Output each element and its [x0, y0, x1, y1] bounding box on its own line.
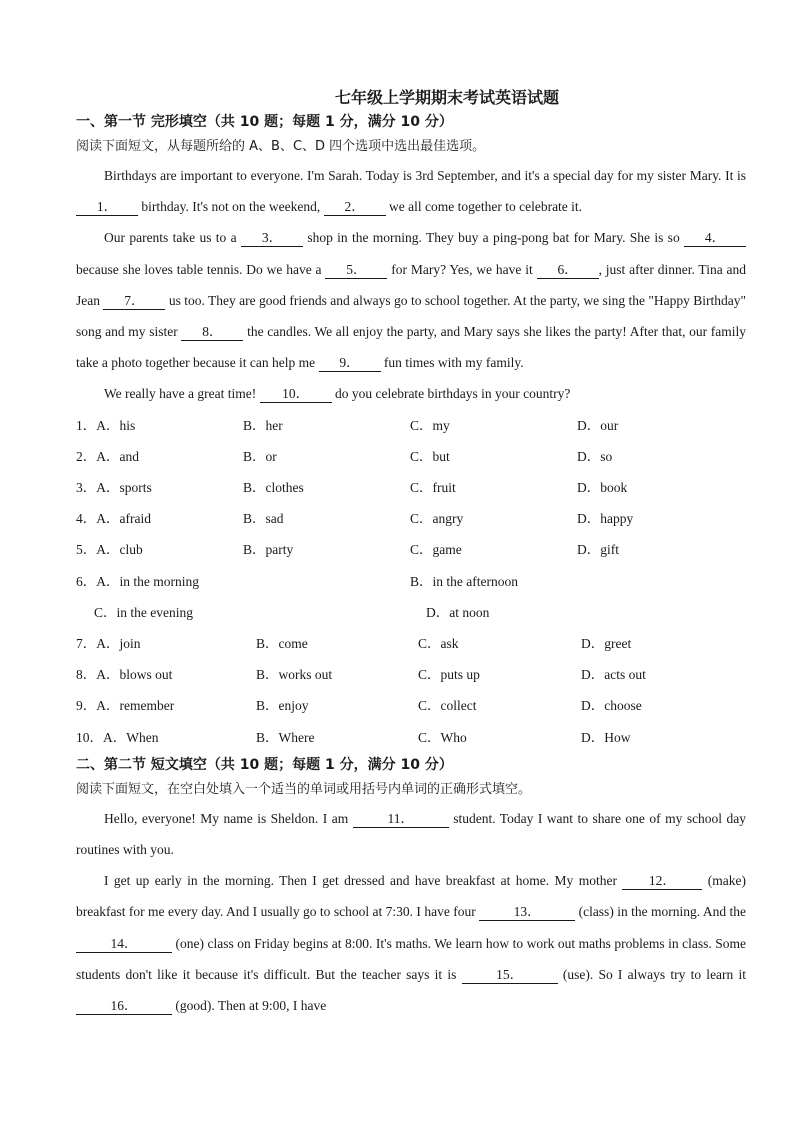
- option-2c[interactable]: C．but: [410, 448, 450, 464]
- option-2b[interactable]: B．or: [243, 448, 277, 464]
- options-row-6b: [76, 597, 746, 628]
- options-row-3: 3．A．sports B．clothes C．fruit D．book: [76, 472, 746, 503]
- section1-instruction: 阅读下面短文，从每题所给的 A、B、C、D 四个选项中选出最佳选项。: [76, 139, 486, 154]
- section1-heading: 一、第一节 完形填空（共 10 题；每题 1 分，满分 10 分）: [76, 114, 453, 130]
- option-6b[interactable]: B．in the afternoon: [410, 573, 518, 589]
- option-2d[interactable]: D．so: [577, 448, 613, 464]
- option-5b[interactable]: B．party: [243, 542, 294, 558]
- option-8b[interactable]: B．works out: [256, 667, 333, 683]
- option-8a[interactable]: A．blows out: [96, 667, 173, 683]
- options-list: [76, 410, 746, 753]
- option-9d[interactable]: D．choose: [581, 698, 642, 714]
- options-row-2: 2．A．and B．or C．but D．so: [76, 441, 746, 472]
- option-3b[interactable]: B．clothes: [243, 480, 304, 495]
- blank-14[interactable]: 14．: [76, 936, 172, 953]
- blank-10[interactable]: 10．: [260, 386, 332, 403]
- blank-8[interactable]: 8．: [181, 324, 243, 341]
- option-8d[interactable]: D．acts out: [581, 667, 646, 683]
- option-2a[interactable]: A．and: [96, 448, 139, 464]
- blank-16[interactable]: 16．: [76, 998, 172, 1015]
- options-row-5: 5．A．club B．party C．game D．gift: [76, 534, 746, 565]
- options-row-8: 8．A．blows out B．works out C．puts up D．acts out: [76, 659, 746, 690]
- blank-1[interactable]: 1．: [76, 199, 138, 216]
- option-7c[interactable]: C．ask: [418, 635, 459, 651]
- options-row-9: 9．A．remember B．enjoy C．collect D．choose: [76, 690, 746, 721]
- option-3d[interactable]: D．book: [577, 480, 628, 495]
- blank-13[interactable]: 13．: [479, 904, 575, 921]
- option-3c[interactable]: C．fruit: [410, 480, 456, 495]
- option-5c[interactable]: C．game: [410, 542, 462, 558]
- option-10c[interactable]: C．Who: [418, 729, 467, 745]
- blank-6[interactable]: 6．: [537, 262, 599, 279]
- option-6c[interactable]: C．in the evening: [94, 604, 193, 620]
- blank-15[interactable]: 15．: [462, 967, 558, 984]
- option-10a[interactable]: A．When: [103, 729, 159, 745]
- fill-paragraph-2: I get up early in the morning. Then I get dressed and have breakfast at home. My mother 12． (make) breakfast for me every day. And I usually go to school at 7:30. I have four 13． (class) in the morning. And the 14． (one) class on Friday begins at 8:00. It's maths. We learn how to work out maths problems in class. Some students don't like it because it's difficult. But the teacher says it is 15． (use). So I always try to learn it 16． (good). Then at 9:00, I have: [76, 873, 747, 1013]
- option-9c[interactable]: C．collect: [418, 698, 477, 714]
- section2-instruction: 阅读下面短文，在空白处填入一个适当的单词或用括号内单词的正确形式填空。: [76, 781, 532, 797]
- exam-page: [76, 86, 746, 1021]
- option-3a[interactable]: A．sports: [96, 480, 152, 495]
- option-7d[interactable]: D．greet: [581, 635, 632, 651]
- blank-9[interactable]: 9．: [319, 355, 381, 372]
- options-row-6a: 6．A．in the morning B．in the afternoon: [76, 566, 746, 597]
- option-8c[interactable]: C．puts up: [418, 667, 480, 683]
- blank-4[interactable]: 4．: [684, 230, 746, 247]
- options-row-1: 1．A．his B．her C．my D．our: [76, 410, 746, 441]
- option-9a[interactable]: A．remember: [96, 698, 175, 714]
- blank-12[interactable]: 12．: [622, 873, 702, 890]
- cloze-paragraph-2: Our parents take us to a 3． shop in the morning. They buy a ping-pong bat for Mary. She is so 4． because she loves table tennis. Do we have a 5． for Mary? Yes, we have it 6． , just after dinner. Tina and Jean 7． us too. They are good friends and always go to school together. At the party, we sing the "Happy Birthday" song and my sister 8． the candles. We all enjoy the party, and Mary says she likes the party! After that, our family take a photo together because it can help me 9． fun times with my family.: [76, 230, 747, 371]
- blank-2[interactable]: 2．: [324, 199, 386, 216]
- option-5a[interactable]: A．club: [96, 542, 143, 558]
- option-10b[interactable]: B．Where: [256, 729, 315, 745]
- option-6a[interactable]: A．in the morning: [96, 573, 199, 589]
- options-row-4: 4．A．afraid B．sad C．angry D．happy: [76, 503, 746, 534]
- options-row-10: 10．A．When B．Where C．Who D．How: [76, 722, 746, 753]
- cloze-paragraph-3: We really have a great time! 10． do you celebrate birthdays in your country?: [104, 386, 571, 402]
- options-row-7: 7．A．join B．come C．ask D．greet: [76, 628, 746, 659]
- option-1a[interactable]: A．his: [96, 417, 136, 433]
- blank-5[interactable]: 5．: [325, 262, 387, 279]
- option-6d[interactable]: D．at noon: [426, 604, 490, 620]
- option-7b[interactable]: B．come: [256, 635, 308, 651]
- page-title: 七年级上学期期末考试英语试题: [334, 88, 559, 107]
- option-10d[interactable]: D．How: [581, 729, 631, 745]
- blank-7[interactable]: 7．: [103, 293, 165, 310]
- option-4c[interactable]: C．angry: [410, 511, 464, 527]
- option-9b[interactable]: B．enjoy: [256, 698, 309, 714]
- section2-heading: 二、第二节 短文填空（共 10 题；每题 1 分，满分 10 分）: [76, 756, 453, 773]
- cloze-paragraph-1: Birthdays are important to everyone. I'm Sarah. Today is 3rd September, and it's a special day for my sister Mary. It is 1． birthday. It's not on the weekend, 2． we all come together to celebrate it.: [76, 160, 746, 222]
- option-4b[interactable]: B．sad: [243, 511, 284, 527]
- option-1d[interactable]: D．our: [577, 417, 619, 433]
- blank-11[interactable]: 11．: [353, 811, 449, 828]
- option-7a[interactable]: A．join: [96, 635, 141, 651]
- option-4a[interactable]: A．afraid: [96, 511, 151, 527]
- blank-3[interactable]: 3．: [241, 230, 303, 247]
- option-5d[interactable]: D．gift: [577, 542, 619, 558]
- option-1c[interactable]: C．my: [410, 417, 450, 433]
- fill-paragraph-1: Hello, everyone! My name is Sheldon. I am 11． student. Today I want to share one of my school day routines with you.: [76, 810, 747, 857]
- option-1b[interactable]: B．her: [243, 417, 283, 433]
- option-4d[interactable]: D．happy: [577, 511, 634, 527]
